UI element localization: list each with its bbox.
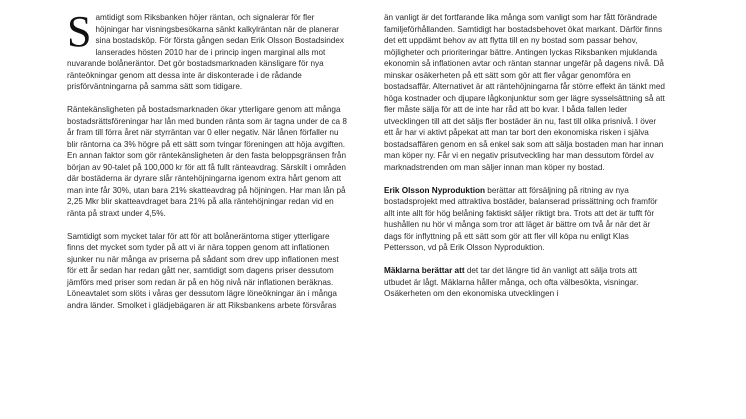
left-column <box>67 7 349 323</box>
drop-cap: S <box>67 7 92 56</box>
paragraph-inflation: Samtidigt som mycket talar för att för att bolåneräntorna stiger ytterligare finns det mycket som tyder på att vi är nära toppen genom att inflationen sjunker nu när många av priserna på sådant som drev upp inflationen mest för ett år sedan har redan gått ner, samtidigt som dagens priser dessutom jämförs med priser som redan är på en hög nivå när inflationen beräknas. Löneavtalet som slöts i våras ger dessutom lägre löneökningar än i många andra länder. Smolket i glädjebägaren är att Riksbankens arbete försvåras <box>67 231 339 310</box>
paragraph-brokers <box>384 265 666 300</box>
paragraph-intro-text: amtidigt som Riksbanken höjer räntan, och signalerar för fler höjningar har visningsbesökarna sänkt kalkylräntan när de planerar sina bostadsköp. För första gången sedan Erik Olsson Bostadsindex lanserades hösten 2010 har de i princip ingen marginal alls mot nuvarande bolåneräntor. Det gör bostadsmarknaden känsligare för nya ränteökningar genom att dessa inte är diskonterade i de rådande prisförväntningarna på samma sätt som tidigare. <box>67 13 344 91</box>
lead-brokers: Mäklarna berättar att <box>384 266 465 275</box>
paragraph-intro <box>67 7 349 93</box>
paragraph-housing-needs: än vanligt är det fortfarande lika många som vanligt som har fått förändrade familjeförhållanden. Samtidigt har bostadsbehovet ökat markant. Därför finns det ett uppdämt behov av att flytta till en ny bostad som passar behov, möjligheter och prioriteringar bättre. Antingen lyckas Riksbanken mjuklanda ekonomin så inflationen avtar och räntan stannar ungefär på dagens nivå. Då minskar osäkerheten på ett sätt som gör att fler vågar genomföra en bostadsaffär. Alternativet är att räntehöjningarna får större effekt än tänkt med höga kostnader och djupare lågkonjunktur som ger lägre sysselsättning så att fler måste sälja för att de inte har råd att bo kvar. I båda fallen leder utvecklingen till att det säljs fler bostäder än nu, fast till olika prisnivå. I över ett år har vi aktivt påpekat att man tar bort den ekonomiska risken i själva bostadsaffären genom en så enkel sak som att sälja bostaden man har innan man köper ny. Får vi en negativ prisutveckling har man dessutom fördel av marknadstrenden om man säljer innan man köper ny bostad. <box>384 13 665 172</box>
lead-new-production: Erik Olsson Nyproduktion <box>384 185 485 195</box>
paragraph-new-production <box>384 185 666 254</box>
paragraph-new-production-text: berättar att försäljning på ritning av nya bostadsprojekt med attraktiva bostäder, balanserad prissättning och framför allt inte allt för hög belåning faktiskt säljer riktigt bra. Trots att det är tufft för hushållen nu hör vi många som tror att läget är bättre om två år när det är dags för inflyttning på ett sätt som gör att fler vill köpa nu enligt Klas Pettersson, vd på Erik Olsson Nyproduktion. <box>384 185 658 252</box>
paragraph-interest-sensitivity: Räntekänsligheten på bostadsmarknaden ökar ytterligare genom att många bostadsrättsföreningar har lån med bunden ränta som är tagna under de ca 8 år fram till förra året när styrräntan var 0 eller negativ. När lånen förfaller nu blir räntorna ca 3% högre på ett sätt som tvingar föreningen att höja avgiften. En annan faktor som gör räntekänsligheten är den fasta beloppsgränsen från början av 90-talet på 100,000 kr för att få fullt ränteavdrag. Särskilt i områden där bostäderna är dyrare slår räntehöjningarna igenom extra hårt genom att man inte får 30%, utan bara 21% skatteavdrag på höjningen. Har man lån på 2,25 Mkr blir skatteavdraget bara 21% på alla räntehöjningar redan vid en ränta på straxt under 4,5%. <box>67 105 347 218</box>
paragraph-brokers-text: det tar det längre tid än vanligt att sälja trots att utbudet är lågt. Mäklarna håller många, och ofta välbesökta, visningar. Osäkerheten om den ekonomiska utvecklingen i <box>384 266 639 298</box>
right-column <box>384 12 666 311</box>
